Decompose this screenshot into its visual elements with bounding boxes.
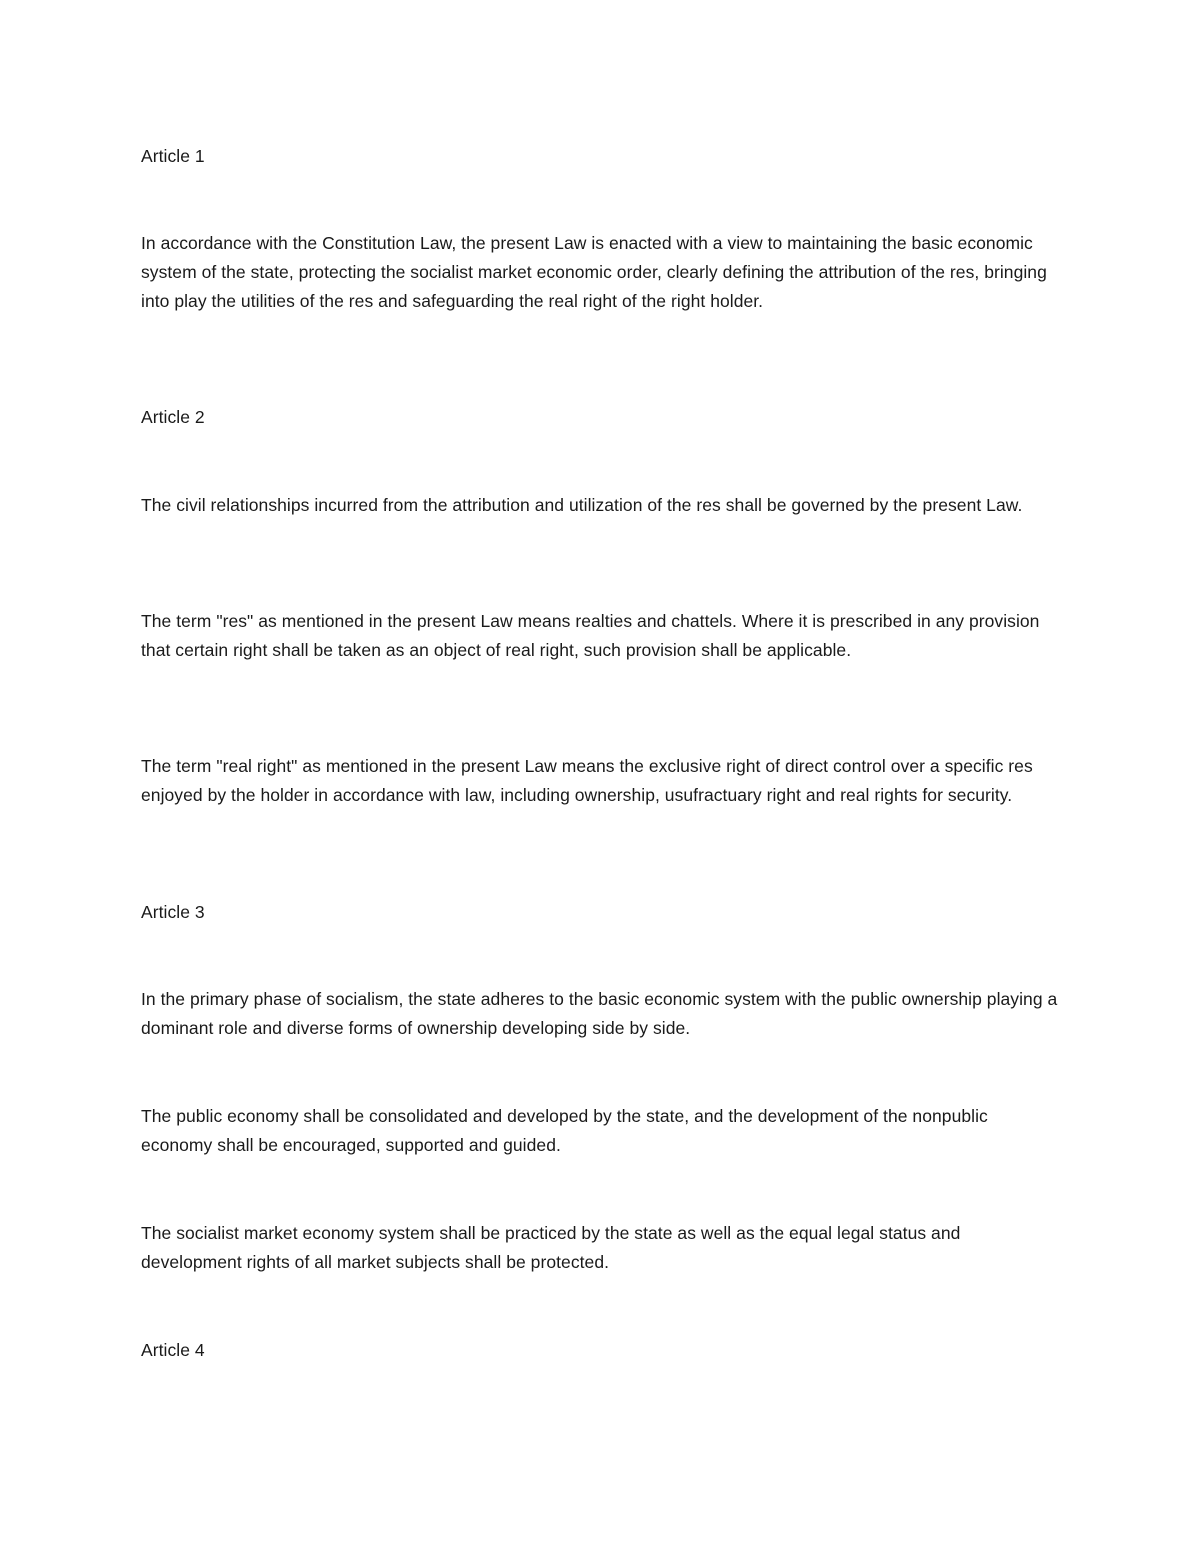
article-1-paragraph-1: In accordance with the Constitution Law, the present Law is enacted with a view to maintaining the basic economic system of the state, protecting the socialist market economic order, clearly defining the attribution of the res, bringing into play the utilities of the res and safeguarding the real right of the right holder.	[141, 233, 1047, 311]
article-2-paragraph-3: The term "real right" as mentioned in the present Law means the exclusive right of direct control over a specific res enjoyed by the holder in accordance with law, including ownership, usufractuary right and real rights for security.	[141, 756, 1033, 805]
article-3-paragraph-3: The socialist market economy system shall be practiced by the state as well as the equal legal status and development rights of all market subjects shall be protected.	[141, 1223, 961, 1272]
article-4-heading: Article 4	[141, 1340, 205, 1360]
article-2-paragraph-1: The civil relationships incurred from the attribution and utilization of the res shall be governed by the present Law.	[141, 495, 1023, 515]
article-3-heading: Article 3	[141, 902, 205, 922]
article-1-heading: Article 1	[141, 146, 205, 166]
article-2-heading: Article 2	[141, 407, 205, 427]
article-3-paragraph-2: The public economy shall be consolidated and developed by the state, and the development of the nonpublic economy shall be encouraged, supported and guided.	[141, 1106, 988, 1155]
article-2-paragraph-2: The term "res" as mentioned in the present Law means realties and chattels. Where it is prescribed in any provision that certain right shall be taken as an object of real right, such provision shall be applicable.	[141, 611, 1040, 660]
article-3-paragraph-1: In the primary phase of socialism, the state adheres to the basic economic system with the public ownership playing a dominant role and diverse forms of ownership developing side by side.	[141, 989, 1058, 1038]
